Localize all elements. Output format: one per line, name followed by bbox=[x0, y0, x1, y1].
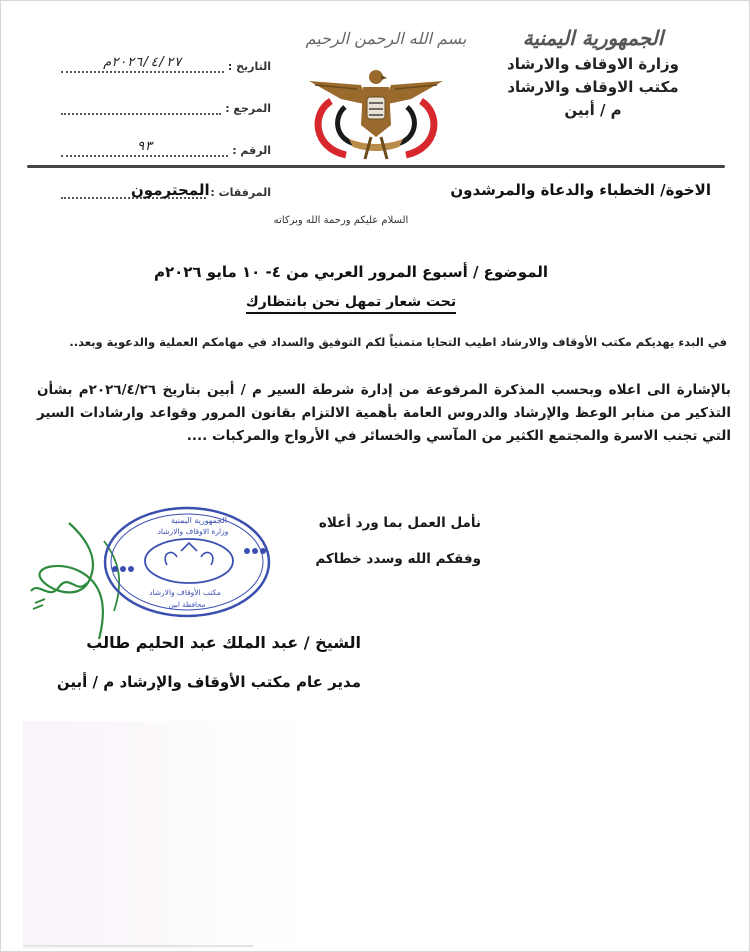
addressee-to: الاخوة/ الخطباء والدعاة والمرشدون bbox=[450, 181, 711, 199]
greeting: السلام عليكم ورحمة الله وبركاته bbox=[273, 215, 409, 226]
letterhead-right bbox=[473, 23, 713, 122]
header-divider bbox=[27, 165, 725, 168]
addressee bbox=[131, 181, 711, 199]
slogan bbox=[181, 294, 521, 310]
number-label: الرقم : bbox=[232, 144, 271, 157]
intro-paragraph: في البدء يهديكم مكتب الأوقاف والارشاد اطيب التحايا متمنياً لكم التوفيق والسداد في مهامكم العملية والدعوية وبعد.. bbox=[69, 335, 727, 349]
paper-tint bbox=[23, 721, 303, 949]
closing-line-1: نأمل العمل بما ورد أعلاه bbox=[318, 515, 481, 531]
stamp-bottom2-text: محافظة ابين bbox=[168, 601, 206, 609]
reference-field bbox=[61, 73, 271, 115]
body-paragraph: بالإشارة الى اعلاه وبحسب المذكرة المرفوعة من إدارة شرطة السير م / أبين بتاريخ ٢٠٢٦/٤/٢٦م بشأن التذكير من منابر الوعظ والإرشاد والدروس العامة بأهمية الالتزام بقانون المرور وقواعد وارشادات السير التي تجنب الاسرة والمجتمع الكثير من المآسي والخسائر في الأرواح والمركبات .... bbox=[37, 382, 731, 444]
republic-title: الجمهورية اليمنية bbox=[522, 26, 664, 50]
stamp-top-text: الجمهورية اليمنية bbox=[170, 516, 228, 525]
official-stamp-icon bbox=[101, 503, 273, 621]
ministry-name: وزارة الاوقاف والارشاد bbox=[507, 55, 679, 73]
stamp-mid-text: وزارة الاوقاف والارشاد bbox=[157, 527, 229, 536]
attachments-label: المرفقات : bbox=[210, 186, 271, 199]
office-name: مكتب الاوقاف والارشاد bbox=[507, 78, 679, 96]
bottom-edge bbox=[23, 945, 253, 947]
reference-value bbox=[61, 99, 221, 115]
basmala: بسم الله الرحمن الرحيم bbox=[305, 29, 467, 48]
yemen-eagle-emblem-icon bbox=[301, 63, 451, 163]
date-label: التاريخ : bbox=[227, 60, 271, 73]
addressee-honorific: المحترمون bbox=[131, 181, 210, 199]
letter-meta-fields bbox=[61, 31, 271, 199]
reference-label: المرجع : bbox=[225, 102, 271, 115]
governorate-name: م / أبين bbox=[564, 101, 622, 119]
date-field bbox=[61, 31, 271, 73]
closing-line-2: وفقكم الله وسدد خطاكم bbox=[315, 551, 481, 567]
date-value: ٢٠٢٦/٤/٢٧م bbox=[61, 57, 224, 73]
stamp-bottom-text: مكتب الأوقاف والارشاد bbox=[149, 588, 221, 597]
signer-title: مدير عام مكتب الأوقاف والإرشاد م / أبين bbox=[56, 673, 361, 691]
slogan-text: تحت شعار تمهل نحن بانتظارك bbox=[246, 294, 456, 314]
number-field bbox=[61, 115, 271, 157]
signer-name: الشيخ / عبد الملك عبد الحليم طالب bbox=[86, 633, 361, 652]
subject-line: الموضوع / أسبوع المرور العربي من ٤- ١٠ مايو ٢٠٢٦م bbox=[153, 263, 549, 281]
closing bbox=[271, 505, 481, 577]
number-value: ٩٣ bbox=[61, 141, 228, 157]
